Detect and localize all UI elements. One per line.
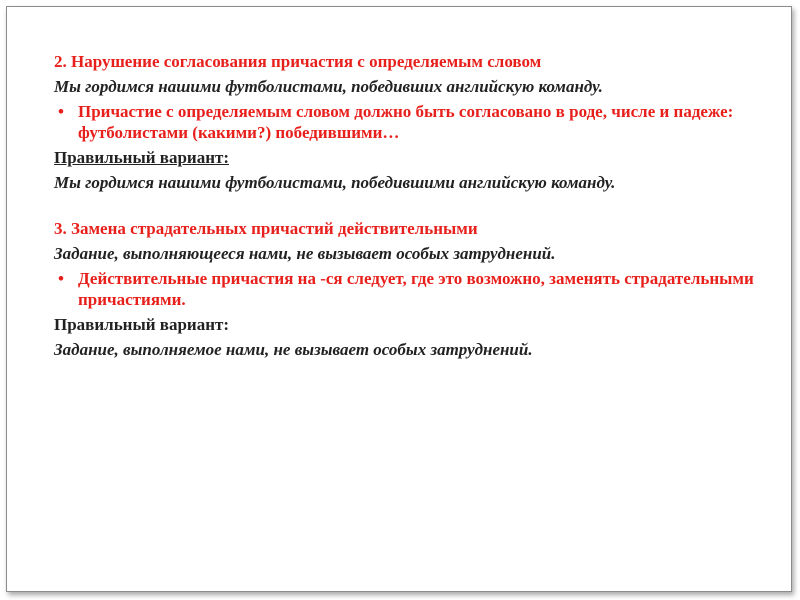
section-2-heading: 2. Нарушение согласования причастия с определяемым словом [54, 52, 542, 71]
section-2-example: Мы гордимся нашими футболистами, победивших английскую команду. [54, 77, 603, 96]
section-3-correct-label: Правильный вариант: [54, 315, 230, 334]
section-3-correct-text: Задание, выполняемое нами, не вызывает особых затруднений. [54, 340, 533, 359]
section-3-rule [54, 268, 769, 310]
spacer [54, 193, 769, 214]
slide-content [54, 51, 769, 360]
section-3-rule-text: Действительные причастия на -ся следует, где это возможно, заменять страдательными причастиями. [78, 269, 754, 309]
section-2-correct-text: Мы гордимся нашими футболистами, победившими английскую команду. [54, 173, 616, 192]
section-3-heading: 3. Замена страдательных причастий действительными [54, 219, 478, 238]
slide-frame [6, 6, 792, 592]
section-3-example: Задание, выполняющееся нами, не вызывает особых затруднений. [54, 244, 556, 263]
section-2-rule [54, 101, 769, 143]
section-2-correct-label: Правильный вариант: [54, 148, 230, 167]
bullet-icon: • [58, 269, 64, 288]
section-2-rule-text: Причастие с определяемым словом должно быть согласовано в роде, числе и падеже: футболистами (какими?) победившими… [78, 102, 734, 142]
bullet-icon: • [58, 102, 64, 121]
